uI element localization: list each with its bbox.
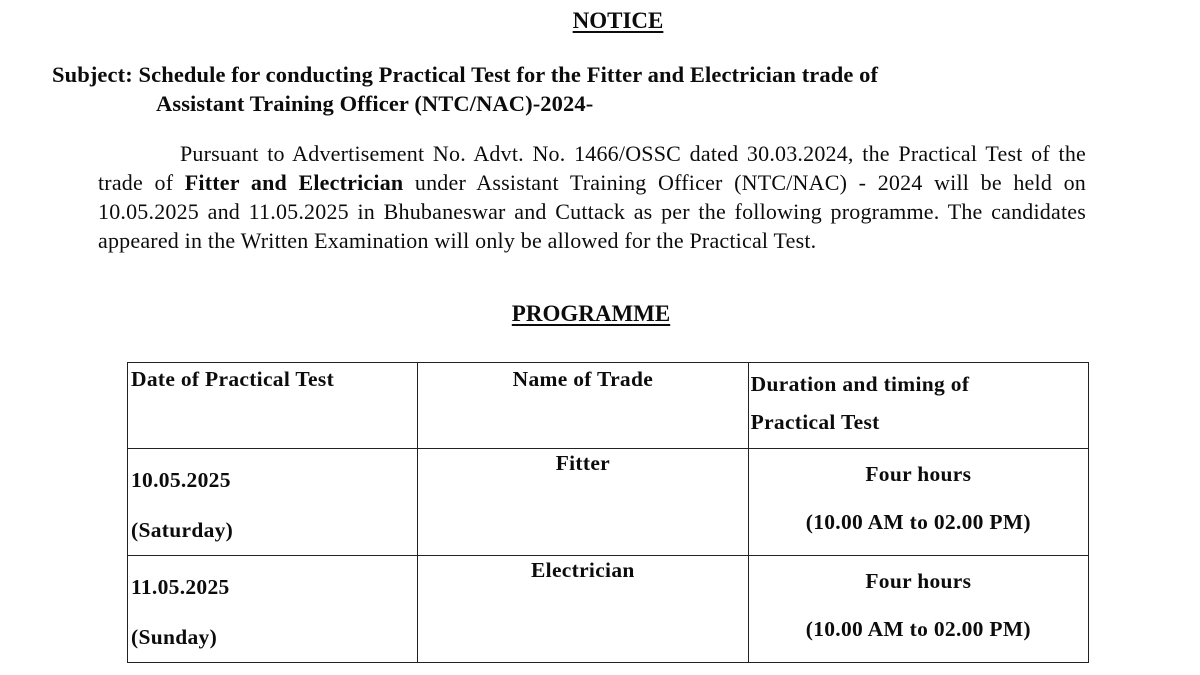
subject [52, 60, 1112, 118]
header-trade: Name of Trade [418, 363, 749, 449]
body-paragraph [98, 139, 1086, 255]
timing-cell [748, 556, 1088, 663]
body-bold-trades: Fitter and Electrician [184, 170, 404, 195]
duration-value: Four hours [865, 462, 972, 486]
trade-cell: Fitter [418, 449, 749, 556]
table-row [128, 449, 1089, 556]
subject-line-2: Assistant Training Officer (NTC/NAC)-2024- [156, 91, 594, 116]
date-cell [128, 556, 418, 663]
date-value: 11.05.2025 [131, 575, 230, 599]
table-header-row [128, 363, 1089, 449]
body-text-part-2: under Assistant Training Officer (NTC/NAC) - 2024 will be held on 10.05.2025 and 11.05.2025 in Bhubaneswar and Cuttack as per the following programme. The candidates appeared in the Written Examination will only be allowed for the Practical Test. [98, 170, 1086, 253]
programme-table [127, 362, 1089, 663]
header-duration-line-2: Practical Test [750, 410, 880, 434]
duration-value: Four hours [865, 569, 972, 593]
timing-value: (10.00 AM to 02.00 PM) [805, 617, 1031, 641]
date-value: 10.05.2025 [131, 468, 231, 492]
body-text-part-1: Pursuant to Advertisement No. Advt. No. 1466/OSSC dated 30.03.2024, the Practical Test of the trade of [98, 141, 1086, 195]
notice-title: NOTICE [572, 8, 664, 33]
table-row [128, 556, 1089, 663]
trade-cell: Electrician [418, 556, 749, 663]
subject-line-1: Subject: Schedule for conducting Practical Test for the Fitter and Electrician trade of [52, 62, 879, 87]
timing-cell [748, 449, 1088, 556]
timing-value: (10.00 AM to 02.00 PM) [805, 510, 1031, 534]
day-value: (Saturday) [131, 518, 234, 542]
header-duration-line-1: Duration and timing of [750, 372, 970, 396]
day-value: (Sunday) [131, 625, 218, 649]
header-date: Date of Practical Test [128, 363, 418, 449]
header-duration [748, 363, 1088, 449]
date-cell [128, 449, 418, 556]
programme-title: PROGRAMME [511, 301, 671, 326]
